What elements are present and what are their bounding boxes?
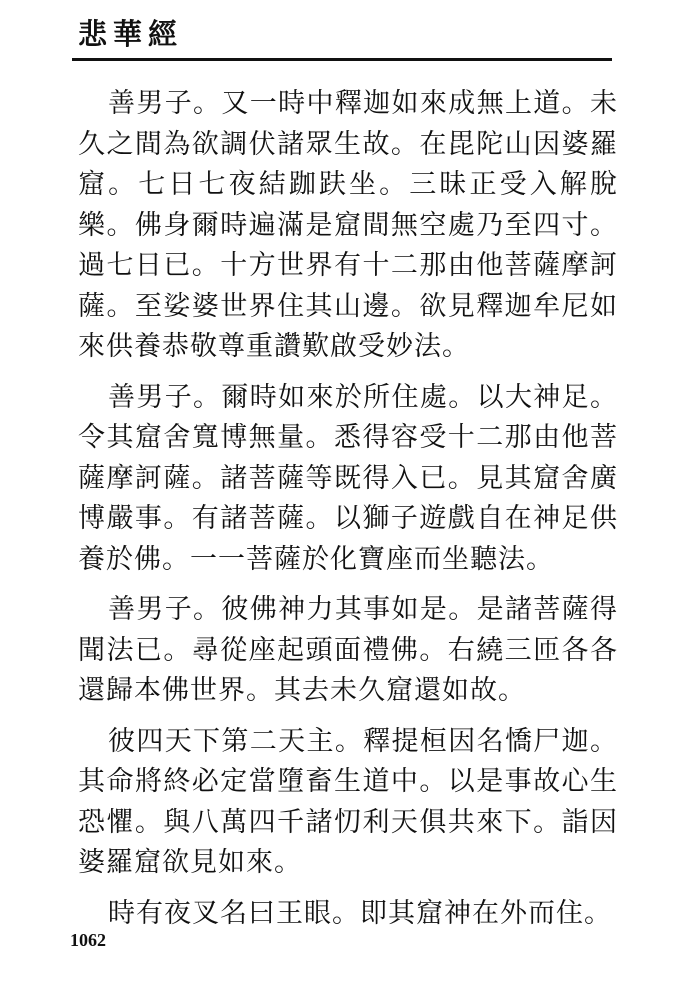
body-text [78, 84, 618, 944]
page-number: 1062 [70, 930, 106, 950]
paragraph-4: 彼四天下第二天主。釋提桓因名憍尸迦。其命將終必定當墮畜生道中。以是事故心生恐懼。與八萬四千諸忉利天俱共來下。詣因婆羅窟欲見如來。 [78, 725, 618, 878]
running-header-title: 悲華經 [78, 17, 184, 51]
paragraph-1: 善男子。又一時中釋迦如來成無上道。未久之間為欲調伏諸眾生故。在毘陀山因婆羅窟。七日七夜結跏趺坐。三昧正受入解脫樂。佛身爾時遍滿是窟間無空處乃至四寸。過七日已。十方世界有十二那由他菩薩摩訶薩。至娑婆世界住其山邊。欲見釋迦牟尼如來供養恭敬尊重讚歎啟受妙法。 [78, 88, 618, 362]
paragraph-5: 時有夜叉名曰王眼。即其窟神在外而住。 [108, 897, 612, 929]
paragraph-3: 善男子。彼佛神力其事如是。是諸菩薩得聞法已。尋從座起頭面禮佛。右繞三匝各各還歸本佛世界。其去未久窟還如故。 [78, 594, 618, 706]
header-rule [72, 58, 612, 61]
paragraph-2: 善男子。爾時如來於所住處。以大神足。令其窟舍寬博無量。悉得容受十二那由他菩薩摩訶薩。諸菩薩等既得入已。見其窟舍廣博嚴事。有諸菩薩。以獅子遊戲自在神足供養於佛。一一菩薩於化寶座而坐聽法。 [78, 381, 618, 575]
